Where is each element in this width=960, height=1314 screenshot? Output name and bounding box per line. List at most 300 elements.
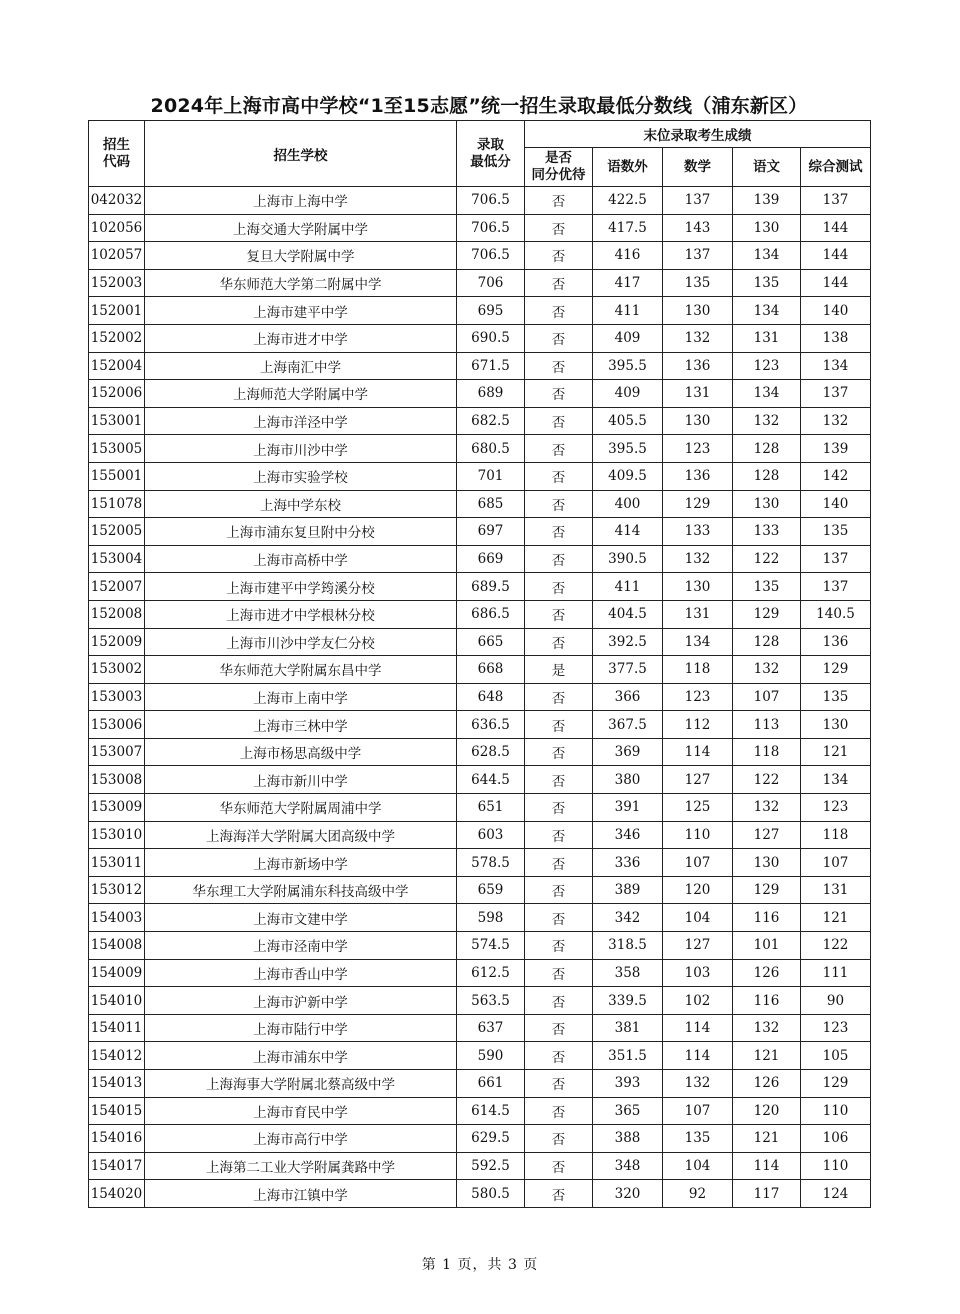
comprehensive-score-cell: 140: [801, 297, 871, 325]
school-name-cell: 上海中学东校: [145, 490, 457, 518]
school-code-cell: 153004: [89, 545, 145, 573]
total-score-cell: 405.5: [593, 407, 663, 435]
math-score-cell: 137: [663, 242, 733, 270]
header-tie-priority: [525, 148, 593, 187]
chinese-score-cell: 132: [733, 1014, 801, 1042]
chinese-score-cell: 129: [733, 876, 801, 904]
comprehensive-score-cell: 137: [801, 545, 871, 573]
math-score-cell: 110: [663, 821, 733, 849]
chinese-score-cell: 122: [733, 766, 801, 794]
min-score-cell: 680.5: [457, 435, 525, 463]
comprehensive-score-cell: 138: [801, 324, 871, 352]
page-footer: 第 1 页，共 3 页: [421, 1257, 539, 1273]
math-score-cell: 136: [663, 352, 733, 380]
math-score-cell: 118: [663, 656, 733, 684]
school-name-cell: 上海市江镇中学: [145, 1180, 457, 1208]
chinese-score-cell: 120: [733, 1097, 801, 1125]
total-score-cell: 404.5: [593, 600, 663, 628]
school-name-cell: 上海市川沙中学: [145, 435, 457, 463]
school-name-cell: 上海交通大学附属中学: [145, 214, 457, 242]
math-score-cell: 132: [663, 545, 733, 573]
school-code-cell: 153011: [89, 849, 145, 877]
math-score-cell: 127: [663, 932, 733, 960]
total-score-cell: 367.5: [593, 711, 663, 739]
total-score-cell: 390.5: [593, 545, 663, 573]
school-code-cell: 152006: [89, 380, 145, 408]
tie-priority-cell: 否: [525, 1125, 593, 1153]
total-score-cell: 348: [593, 1152, 663, 1180]
table-row: [89, 1097, 871, 1125]
math-score-cell: 132: [663, 324, 733, 352]
table-row: [89, 600, 871, 628]
comprehensive-score-cell: 135: [801, 518, 871, 546]
school-code-cell: 153002: [89, 656, 145, 684]
table-row: [89, 214, 871, 242]
school-code-cell: 154017: [89, 1152, 145, 1180]
min-score-cell: 651: [457, 794, 525, 822]
chinese-score-cell: 121: [733, 1042, 801, 1070]
table-row: [89, 380, 871, 408]
tie-priority-cell: 否: [525, 1152, 593, 1180]
chinese-score-cell: 135: [733, 269, 801, 297]
school-name-cell: 上海市三林中学: [145, 711, 457, 739]
comprehensive-score-cell: 107: [801, 849, 871, 877]
tie-priority-cell: 否: [525, 352, 593, 380]
school-name-cell: 上海南汇中学: [145, 352, 457, 380]
school-name-cell: 上海市川沙中学友仁分校: [145, 628, 457, 656]
comprehensive-score-cell: 142: [801, 462, 871, 490]
tie-priority-cell: 否: [525, 187, 593, 215]
table-row: [89, 1180, 871, 1208]
school-name-cell: 华东师范大学第二附属中学: [145, 269, 457, 297]
tie-priority-cell: 否: [525, 242, 593, 270]
chinese-score-cell: 113: [733, 711, 801, 739]
total-score-cell: 395.5: [593, 352, 663, 380]
admission-score-table: [88, 120, 871, 1208]
comprehensive-score-cell: 111: [801, 959, 871, 987]
table-row: [89, 269, 871, 297]
comprehensive-score-cell: 122: [801, 932, 871, 960]
comprehensive-score-cell: 140.5: [801, 600, 871, 628]
chinese-score-cell: 118: [733, 738, 801, 766]
min-score-cell: 685: [457, 490, 525, 518]
table-row: [89, 1152, 871, 1180]
school-code-cell: 154011: [89, 1014, 145, 1042]
chinese-score-cell: 114: [733, 1152, 801, 1180]
min-score-cell: 598: [457, 904, 525, 932]
table-row: [89, 490, 871, 518]
table-row: [89, 821, 871, 849]
table-row: [89, 766, 871, 794]
document-title: 2024年上海市高中学校“1至15志愿”统一招生录取最低分数线（浦东新区）: [150, 95, 808, 117]
school-name-cell: 上海市浦东复旦附中分校: [145, 518, 457, 546]
table-row: [89, 187, 871, 215]
min-score-cell: 637: [457, 1014, 525, 1042]
min-score-cell: 563.5: [457, 987, 525, 1015]
chinese-score-cell: 121: [733, 1125, 801, 1153]
school-code-cell: 153007: [89, 738, 145, 766]
table-row: [89, 932, 871, 960]
chinese-score-cell: 129: [733, 600, 801, 628]
header-last-admitted-group: 末位录取考生成绩: [525, 121, 871, 148]
chinese-score-cell: 130: [733, 490, 801, 518]
header-school: 招生学校: [145, 121, 457, 187]
table-row: [89, 462, 871, 490]
school-code-cell: 152003: [89, 269, 145, 297]
school-code-cell: 153003: [89, 683, 145, 711]
school-code-cell: 153008: [89, 766, 145, 794]
school-code-cell: 153012: [89, 876, 145, 904]
math-score-cell: 132: [663, 1070, 733, 1098]
total-score-cell: 339.5: [593, 987, 663, 1015]
chinese-score-cell: 123: [733, 352, 801, 380]
total-score-cell: 377.5: [593, 656, 663, 684]
min-score-cell: 580.5: [457, 1180, 525, 1208]
tie-priority-cell: 否: [525, 683, 593, 711]
comprehensive-score-cell: 131: [801, 876, 871, 904]
table-row: [89, 435, 871, 463]
comprehensive-score-cell: 144: [801, 269, 871, 297]
chinese-score-cell: 130: [733, 214, 801, 242]
tie-priority-cell: 否: [525, 1014, 593, 1042]
comprehensive-score-cell: 123: [801, 1014, 871, 1042]
school-name-cell: 华东师范大学附属东昌中学: [145, 656, 457, 684]
min-score-cell: 701: [457, 462, 525, 490]
tie-priority-cell: 否: [525, 490, 593, 518]
tie-priority-cell: 否: [525, 711, 593, 739]
school-name-cell: 上海市高行中学: [145, 1125, 457, 1153]
total-score-cell: 391: [593, 794, 663, 822]
school-code-cell: 152008: [89, 600, 145, 628]
math-score-cell: 114: [663, 1014, 733, 1042]
total-score-cell: 409: [593, 380, 663, 408]
min-score-cell: 706: [457, 269, 525, 297]
min-score-cell: 636.5: [457, 711, 525, 739]
min-score-cell: 706.5: [457, 214, 525, 242]
comprehensive-score-cell: 136: [801, 628, 871, 656]
school-code-cell: 154016: [89, 1125, 145, 1153]
header-code-line2: 代码: [103, 153, 130, 170]
tie-priority-cell: 否: [525, 407, 593, 435]
table-row: [89, 407, 871, 435]
tie-priority-cell: 否: [525, 794, 593, 822]
school-name-cell: 上海海事大学附属北蔡高级中学: [145, 1070, 457, 1098]
table-row: [89, 849, 871, 877]
min-score-cell: 690.5: [457, 324, 525, 352]
total-score-cell: 393: [593, 1070, 663, 1098]
chinese-score-cell: 128: [733, 628, 801, 656]
chinese-score-cell: 127: [733, 821, 801, 849]
chinese-score-cell: 132: [733, 794, 801, 822]
total-score-cell: 414: [593, 518, 663, 546]
school-name-cell: 上海市高桥中学: [145, 545, 457, 573]
tie-priority-cell: 否: [525, 1180, 593, 1208]
comprehensive-score-cell: 137: [801, 573, 871, 601]
math-score-cell: 123: [663, 435, 733, 463]
comprehensive-score-cell: 129: [801, 1070, 871, 1098]
math-score-cell: 120: [663, 876, 733, 904]
min-score-cell: 644.5: [457, 766, 525, 794]
school-name-cell: 复旦大学附属中学: [145, 242, 457, 270]
table-row: [89, 683, 871, 711]
header-code-line1: 招生: [103, 136, 130, 153]
school-name-cell: 上海市文建中学: [145, 904, 457, 932]
total-score-cell: 416: [593, 242, 663, 270]
math-score-cell: 137: [663, 187, 733, 215]
total-score-cell: 380: [593, 766, 663, 794]
min-score-cell: 668: [457, 656, 525, 684]
school-name-cell: 上海市实验学校: [145, 462, 457, 490]
table-row: [89, 1070, 871, 1098]
tie-priority-cell: 否: [525, 324, 593, 352]
min-score-cell: 689: [457, 380, 525, 408]
min-score-cell: 629.5: [457, 1125, 525, 1153]
header-min-score: [457, 121, 525, 187]
min-score-cell: 592.5: [457, 1152, 525, 1180]
chinese-score-cell: 128: [733, 462, 801, 490]
school-code-cell: 152001: [89, 297, 145, 325]
school-name-cell: 上海市进才中学根林分校: [145, 600, 457, 628]
table-row: [89, 987, 871, 1015]
comprehensive-score-cell: 132: [801, 407, 871, 435]
school-name-cell: 上海海洋大学附属大团高级中学: [145, 821, 457, 849]
tie-priority-cell: 否: [525, 876, 593, 904]
math-score-cell: 114: [663, 1042, 733, 1070]
school-code-cell: 152009: [89, 628, 145, 656]
header-min-line2: 最低分: [470, 153, 511, 170]
table-row: [89, 876, 871, 904]
school-name-cell: 上海市杨思高级中学: [145, 738, 457, 766]
min-score-cell: 686.5: [457, 600, 525, 628]
tie-priority-cell: 否: [525, 904, 593, 932]
math-score-cell: 107: [663, 849, 733, 877]
chinese-score-cell: 107: [733, 683, 801, 711]
chinese-score-cell: 134: [733, 297, 801, 325]
math-score-cell: 131: [663, 600, 733, 628]
header-chinese: 语文: [733, 148, 801, 187]
chinese-score-cell: 130: [733, 849, 801, 877]
total-score-cell: 351.5: [593, 1042, 663, 1070]
math-score-cell: 134: [663, 628, 733, 656]
table-row: [89, 518, 871, 546]
comprehensive-score-cell: 106: [801, 1125, 871, 1153]
header-code: [89, 121, 145, 187]
math-score-cell: 102: [663, 987, 733, 1015]
total-score-cell: 381: [593, 1014, 663, 1042]
total-score-cell: 369: [593, 738, 663, 766]
chinese-score-cell: 139: [733, 187, 801, 215]
table-row: [89, 904, 871, 932]
school-name-cell: 上海市新场中学: [145, 849, 457, 877]
comprehensive-score-cell: 140: [801, 490, 871, 518]
school-code-cell: 102057: [89, 242, 145, 270]
total-score-cell: 346: [593, 821, 663, 849]
school-code-cell: 154008: [89, 932, 145, 960]
school-name-cell: 华东师范大学附属周浦中学: [145, 794, 457, 822]
table-row: [89, 1125, 871, 1153]
school-name-cell: 上海市泾南中学: [145, 932, 457, 960]
comprehensive-score-cell: 90: [801, 987, 871, 1015]
tie-priority-cell: 否: [525, 1042, 593, 1070]
total-score-cell: 365: [593, 1097, 663, 1125]
math-score-cell: 135: [663, 1125, 733, 1153]
total-score-cell: 409.5: [593, 462, 663, 490]
total-score-cell: 358: [593, 959, 663, 987]
school-name-cell: 上海市新川中学: [145, 766, 457, 794]
comprehensive-score-cell: 118: [801, 821, 871, 849]
math-score-cell: 104: [663, 1152, 733, 1180]
min-score-cell: 665: [457, 628, 525, 656]
header-math: 数学: [663, 148, 733, 187]
min-score-cell: 614.5: [457, 1097, 525, 1125]
math-score-cell: 130: [663, 407, 733, 435]
school-code-cell: 153009: [89, 794, 145, 822]
table-row: [89, 794, 871, 822]
tie-priority-cell: 否: [525, 214, 593, 242]
table-row: [89, 324, 871, 352]
math-score-cell: 143: [663, 214, 733, 242]
min-score-cell: 682.5: [457, 407, 525, 435]
min-score-cell: 689.5: [457, 573, 525, 601]
school-code-cell: 152005: [89, 518, 145, 546]
chinese-score-cell: 101: [733, 932, 801, 960]
comprehensive-score-cell: 134: [801, 766, 871, 794]
math-score-cell: 123: [663, 683, 733, 711]
school-name-cell: 上海市浦东中学: [145, 1042, 457, 1070]
comprehensive-score-cell: 144: [801, 214, 871, 242]
chinese-score-cell: 116: [733, 904, 801, 932]
school-code-cell: 152007: [89, 573, 145, 601]
chinese-score-cell: 134: [733, 242, 801, 270]
table-row: [89, 352, 871, 380]
total-score-cell: 342: [593, 904, 663, 932]
school-name-cell: 上海市沪新中学: [145, 987, 457, 1015]
min-score-cell: 671.5: [457, 352, 525, 380]
school-code-cell: 154020: [89, 1180, 145, 1208]
school-code-cell: 154010: [89, 987, 145, 1015]
total-score-cell: 422.5: [593, 187, 663, 215]
tie-priority-cell: 否: [525, 435, 593, 463]
comprehensive-score-cell: 123: [801, 794, 871, 822]
tie-priority-cell: 否: [525, 766, 593, 794]
chinese-score-cell: 126: [733, 959, 801, 987]
comprehensive-score-cell: 144: [801, 242, 871, 270]
total-score-cell: 336: [593, 849, 663, 877]
total-score-cell: 320: [593, 1180, 663, 1208]
tie-priority-cell: 否: [525, 1070, 593, 1098]
table-row: [89, 959, 871, 987]
chinese-score-cell: 126: [733, 1070, 801, 1098]
total-score-cell: 392.5: [593, 628, 663, 656]
comprehensive-score-cell: 110: [801, 1152, 871, 1180]
chinese-score-cell: 135: [733, 573, 801, 601]
total-score-cell: 366: [593, 683, 663, 711]
tie-priority-cell: 否: [525, 600, 593, 628]
school-code-cell: 153005: [89, 435, 145, 463]
chinese-score-cell: 122: [733, 545, 801, 573]
total-score-cell: 318.5: [593, 932, 663, 960]
total-score-cell: 411: [593, 573, 663, 601]
min-score-cell: 574.5: [457, 932, 525, 960]
min-score-cell: 695: [457, 297, 525, 325]
math-score-cell: 112: [663, 711, 733, 739]
school-code-cell: 154003: [89, 904, 145, 932]
total-score-cell: 388: [593, 1125, 663, 1153]
header-comprehensive: 综合测试: [801, 148, 871, 187]
comprehensive-score-cell: 105: [801, 1042, 871, 1070]
school-name-cell: 上海市上海中学: [145, 187, 457, 215]
comprehensive-score-cell: 121: [801, 738, 871, 766]
table-row: [89, 1014, 871, 1042]
school-name-cell: 上海市进才中学: [145, 324, 457, 352]
tie-priority-cell: 否: [525, 849, 593, 877]
comprehensive-score-cell: 134: [801, 352, 871, 380]
school-code-cell: 042032: [89, 187, 145, 215]
school-code-cell: 153010: [89, 821, 145, 849]
tie-priority-cell: 否: [525, 462, 593, 490]
min-score-cell: 612.5: [457, 959, 525, 987]
chinese-score-cell: 116: [733, 987, 801, 1015]
school-name-cell: 上海市建平中学筠溪分校: [145, 573, 457, 601]
table-row: [89, 545, 871, 573]
math-score-cell: 127: [663, 766, 733, 794]
math-score-cell: 104: [663, 904, 733, 932]
header-min-line1: 录取: [477, 136, 504, 153]
comprehensive-score-cell: 137: [801, 187, 871, 215]
header-priority-line2: 同分优待: [531, 167, 586, 183]
math-score-cell: 131: [663, 380, 733, 408]
school-code-cell: 154013: [89, 1070, 145, 1098]
total-score-cell: 411: [593, 297, 663, 325]
chinese-score-cell: 132: [733, 656, 801, 684]
school-code-cell: 154012: [89, 1042, 145, 1070]
school-code-cell: 155001: [89, 462, 145, 490]
comprehensive-score-cell: 135: [801, 683, 871, 711]
school-code-cell: 151078: [89, 490, 145, 518]
total-score-cell: 400: [593, 490, 663, 518]
table-row: [89, 628, 871, 656]
chinese-score-cell: 134: [733, 380, 801, 408]
school-code-cell: 102056: [89, 214, 145, 242]
school-code-cell: 154009: [89, 959, 145, 987]
total-score-cell: 395.5: [593, 435, 663, 463]
total-score-cell: 409: [593, 324, 663, 352]
min-score-cell: 659: [457, 876, 525, 904]
table-row: [89, 738, 871, 766]
school-code-cell: 152004: [89, 352, 145, 380]
table-row: [89, 297, 871, 325]
table-row: [89, 1042, 871, 1070]
tie-priority-cell: 否: [525, 573, 593, 601]
math-score-cell: 136: [663, 462, 733, 490]
chinese-score-cell: 132: [733, 407, 801, 435]
math-score-cell: 92: [663, 1180, 733, 1208]
table-body: [89, 187, 871, 1208]
school-code-cell: 154015: [89, 1097, 145, 1125]
total-score-cell: 417: [593, 269, 663, 297]
math-score-cell: 107: [663, 1097, 733, 1125]
math-score-cell: 130: [663, 297, 733, 325]
school-code-cell: 153001: [89, 407, 145, 435]
tie-priority-cell: 否: [525, 738, 593, 766]
min-score-cell: 697: [457, 518, 525, 546]
math-score-cell: 135: [663, 269, 733, 297]
header-total: 语数外: [593, 148, 663, 187]
min-score-cell: 578.5: [457, 849, 525, 877]
tie-priority-cell: 否: [525, 1097, 593, 1125]
min-score-cell: 706.5: [457, 242, 525, 270]
comprehensive-score-cell: 139: [801, 435, 871, 463]
